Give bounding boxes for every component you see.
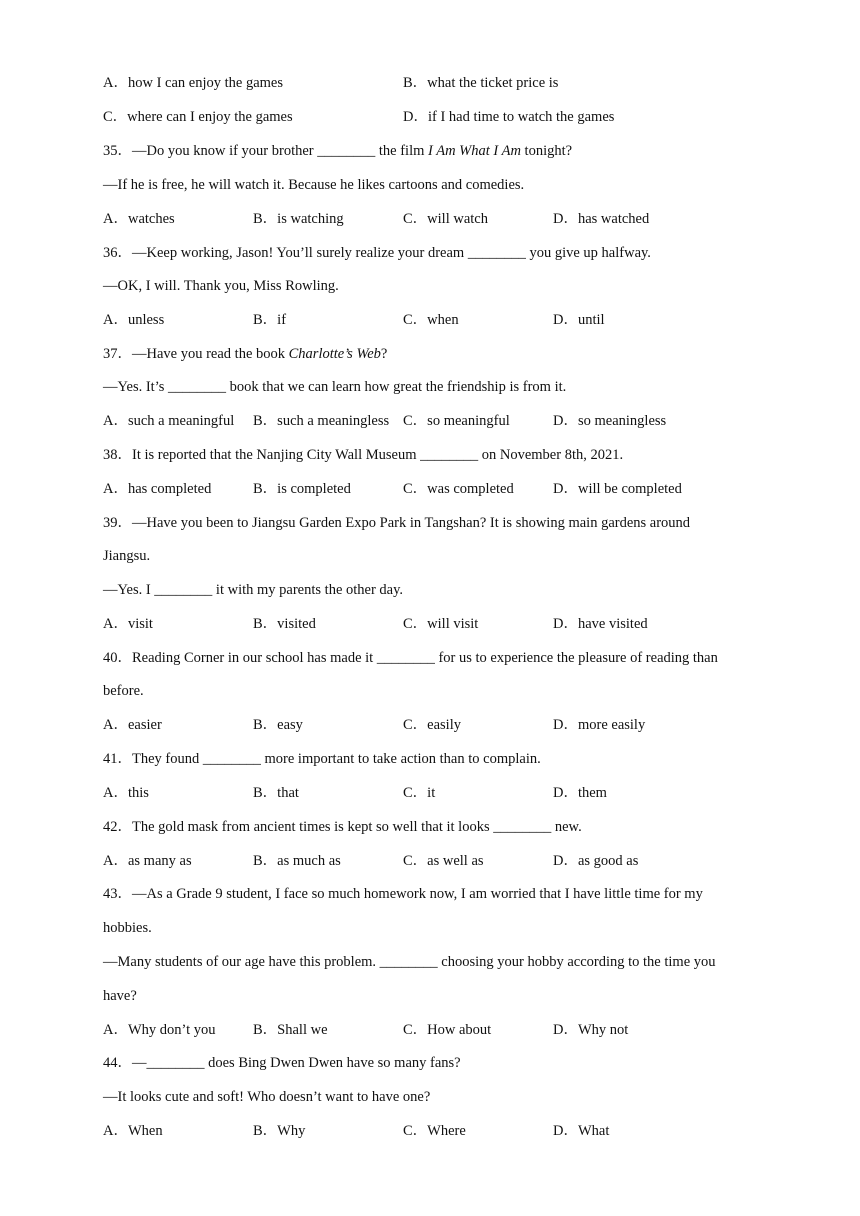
q42-option-d: D．as good as bbox=[553, 853, 639, 869]
q34-option-d: D．if I had time to watch the games bbox=[403, 109, 615, 125]
q35-reply: —If he is free, he will watch it. Because he likes cartoons and comedies. bbox=[103, 177, 525, 193]
q36-option-a: A．unless bbox=[103, 312, 165, 328]
q41-option-b: B．that bbox=[253, 785, 299, 801]
q43-stem: 43．—As a Grade 9 student, I face so much homework now, I am worried that I have little time for my bbox=[103, 886, 703, 902]
q37-option-c: C．so meaningful bbox=[403, 413, 510, 429]
q41-option-d: D．them bbox=[553, 785, 607, 801]
q35-option-a: A．watches bbox=[103, 211, 175, 227]
q42-option-b: B．as much as bbox=[253, 853, 341, 869]
q44-option-b: B．Why bbox=[253, 1123, 306, 1139]
q44-stem: 44．—________ does Bing Dwen Dwen have so many fans? bbox=[103, 1055, 461, 1071]
q43-option-d: D．Why not bbox=[553, 1022, 629, 1038]
q42-option-a: A．as many as bbox=[103, 853, 192, 869]
q37-reply: —Yes. It’s ________ book that we can learn how great the friendship is from it. bbox=[103, 379, 567, 395]
q36-option-b: B．if bbox=[253, 312, 287, 328]
q35-option-d: D．has watched bbox=[553, 211, 650, 227]
q41-option-c: C．it bbox=[403, 785, 436, 801]
q44-reply: —It looks cute and soft! Who doesn’t want to have one? bbox=[103, 1089, 431, 1105]
q38-option-a: A．has completed bbox=[103, 481, 212, 497]
q38-stem: 38．It is reported that the Nanjing City Wall Museum ________ on November 8th, 2021. bbox=[103, 447, 624, 463]
q40-option-d: D．more easily bbox=[553, 717, 646, 733]
q39-option-b: B．visited bbox=[253, 616, 316, 632]
q43-reply-continued: have? bbox=[103, 988, 137, 1004]
q38-option-b: B．is completed bbox=[253, 481, 351, 497]
q40-option-b: B．easy bbox=[253, 717, 303, 733]
q35-option-b: B．is watching bbox=[253, 211, 344, 227]
q38-option-d: D．will be completed bbox=[553, 481, 682, 497]
q39-option-c: C．will visit bbox=[403, 616, 479, 632]
film-title: I Am What I Am bbox=[428, 143, 521, 159]
q41-option-a: A．this bbox=[103, 785, 149, 801]
q40-stem: 40．Reading Corner in our school has made it ________ for us to experience the pleasure of reading than bbox=[103, 650, 718, 666]
q39-stem: 39．—Have you been to Jiangsu Garden Expo Park in Tangshan? It is showing main gardens around bbox=[103, 515, 691, 531]
q44-option-a: A．When bbox=[103, 1123, 163, 1139]
q34-option-b: B．what the ticket price is bbox=[403, 75, 559, 91]
q39-option-d: D．have visited bbox=[553, 616, 648, 632]
q37-option-b: B．such a meaningless bbox=[253, 413, 390, 429]
q44-option-c: C．Where bbox=[403, 1123, 466, 1139]
q39-reply: —Yes. I ________ it with my parents the other day. bbox=[103, 582, 404, 598]
q44-option-d: D．What bbox=[553, 1123, 610, 1139]
q42-stem: 42．The gold mask from ancient times is kept so well that it looks ________ new. bbox=[103, 819, 582, 835]
q34-option-a: A．how I can enjoy the games bbox=[103, 75, 283, 91]
q43-option-b: B．Shall we bbox=[253, 1022, 328, 1038]
q37-option-d: D．so meaningless bbox=[553, 413, 667, 429]
q43-option-a: A．Why don’t you bbox=[103, 1022, 216, 1038]
q39-stem-continued: Jiangsu. bbox=[103, 548, 151, 564]
q36-option-c: C．when bbox=[403, 312, 459, 328]
q36-stem: 36．—Keep working, Jason! You’ll surely realize your dream ________ you give up halfway. bbox=[103, 245, 651, 261]
q37-option-a: A．such a meaningful bbox=[103, 413, 235, 429]
q40-stem-continued: before. bbox=[103, 683, 144, 699]
q42-option-c: C．as well as bbox=[403, 853, 484, 869]
q43-option-c: C．How about bbox=[403, 1022, 492, 1038]
q37-stem: 37．—Have you read the book Charlotte’s Web? bbox=[103, 346, 388, 362]
q35-option-c: C．will watch bbox=[403, 211, 488, 227]
q36-option-d: D．until bbox=[553, 312, 605, 328]
q34-option-c: C．where can I enjoy the games bbox=[103, 109, 293, 125]
q35-stem: 35．—Do you know if your brother ________ the film I Am What I Am tonight? bbox=[103, 143, 573, 159]
q36-reply: —OK, I will. Thank you, Miss Rowling. bbox=[103, 278, 339, 294]
q40-option-a: A．easier bbox=[103, 717, 162, 733]
q40-option-c: C．easily bbox=[403, 717, 461, 733]
q43-reply: —Many students of our age have this problem. ________ choosing your hobby according to the time you bbox=[103, 954, 716, 970]
q41-stem: 41．They found ________ more important to take action than to complain. bbox=[103, 751, 541, 767]
q39-option-a: A．visit bbox=[103, 616, 153, 632]
book-title: Charlotte’s Web bbox=[288, 346, 381, 362]
q43-stem-continued: hobbies. bbox=[103, 920, 152, 936]
q38-option-c: C．was completed bbox=[403, 481, 514, 497]
